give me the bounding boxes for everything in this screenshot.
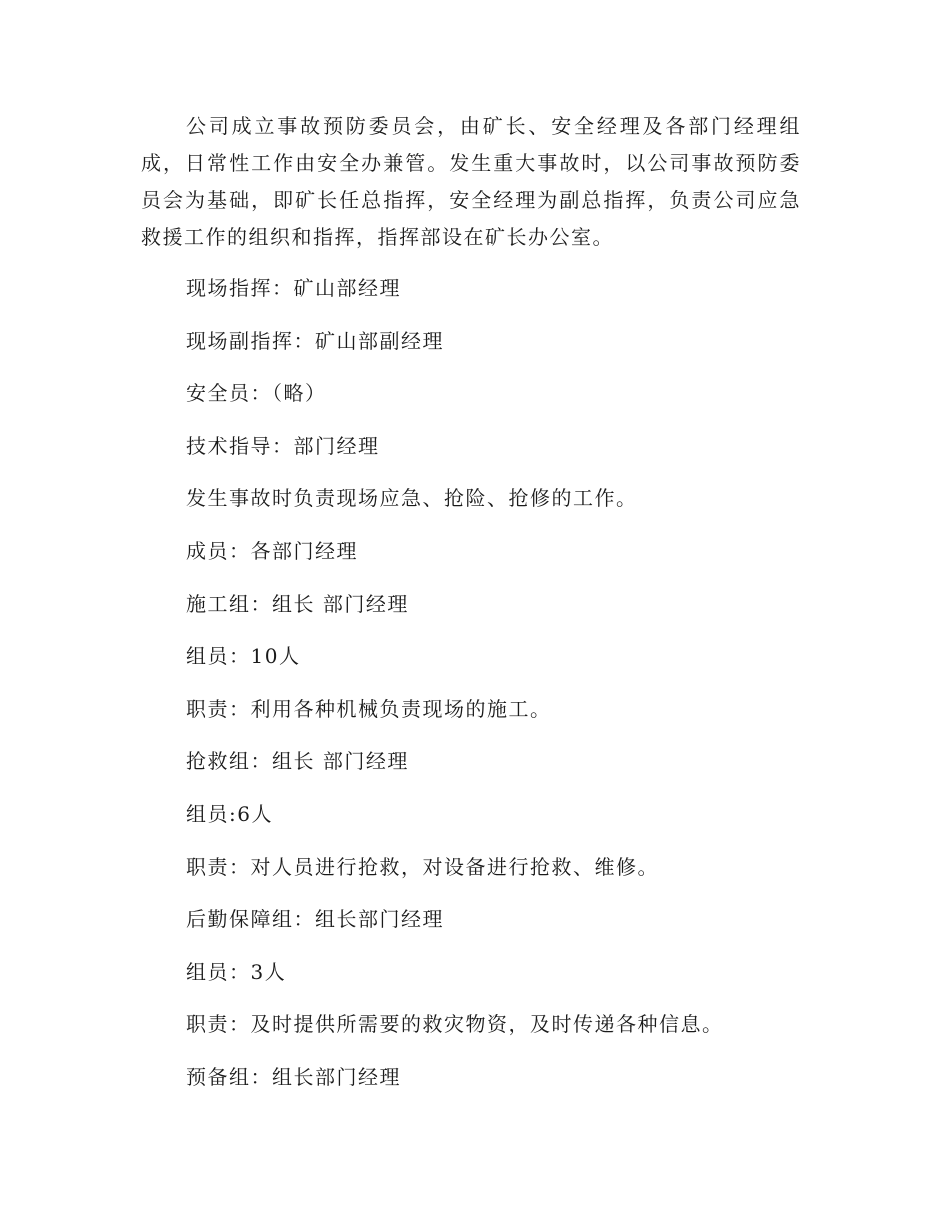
line-safety-officer: 安全员：（略） (186, 381, 327, 406)
line-reserve-group: 预备组：组长部门经理 (186, 1064, 401, 1089)
line-onsite-duty: 发生事故时负责现场应急、抢险、抢修的工作。 (186, 486, 638, 511)
document-body (141, 108, 801, 1104)
line-technical-guidance: 技术指导：部门经理 (186, 433, 380, 458)
line-logistics-members: 组员：3人 (186, 959, 287, 984)
line-rescue-group: 抢救组：组长 部门经理 (186, 749, 409, 774)
line-construction-group: 施工组：组长 部门经理 (186, 591, 409, 616)
line-logistics-group: 后勤保障组：组长部门经理 (186, 907, 444, 932)
line-construction-duty: 职责：利用各种机械负责现场的施工。 (186, 696, 552, 721)
intro-paragraph: 公司成立事故预防委员会，由矿长、安全经理及各部门经理组成，日常性工作由安全办兼管。发生重大事故时，以公司事故预防委员会为基础，即矿长任总指挥，安全经理为副总指挥，负责公司应急救援工作的组织和指挥，指挥部设在矿长办公室。 (141, 114, 801, 249)
line-rescue-members: 组员:6人 (186, 801, 273, 826)
line-onsite-commander: 现场指挥：矿山部经理 (186, 276, 401, 300)
line-logistics-duty: 职责：及时提供所需要的救灾物资，及时传递各种信息。 (186, 1012, 724, 1037)
line-construction-members: 组员：10人 (186, 644, 301, 669)
line-deputy-commander: 现场副指挥：矿山部副经理 (186, 328, 444, 353)
organization-list (141, 262, 801, 1104)
line-rescue-duty: 职责：对人员进行抢救，对设备进行抢救、维修。 (186, 854, 659, 879)
line-members: 成员：各部门经理 (186, 538, 358, 563)
